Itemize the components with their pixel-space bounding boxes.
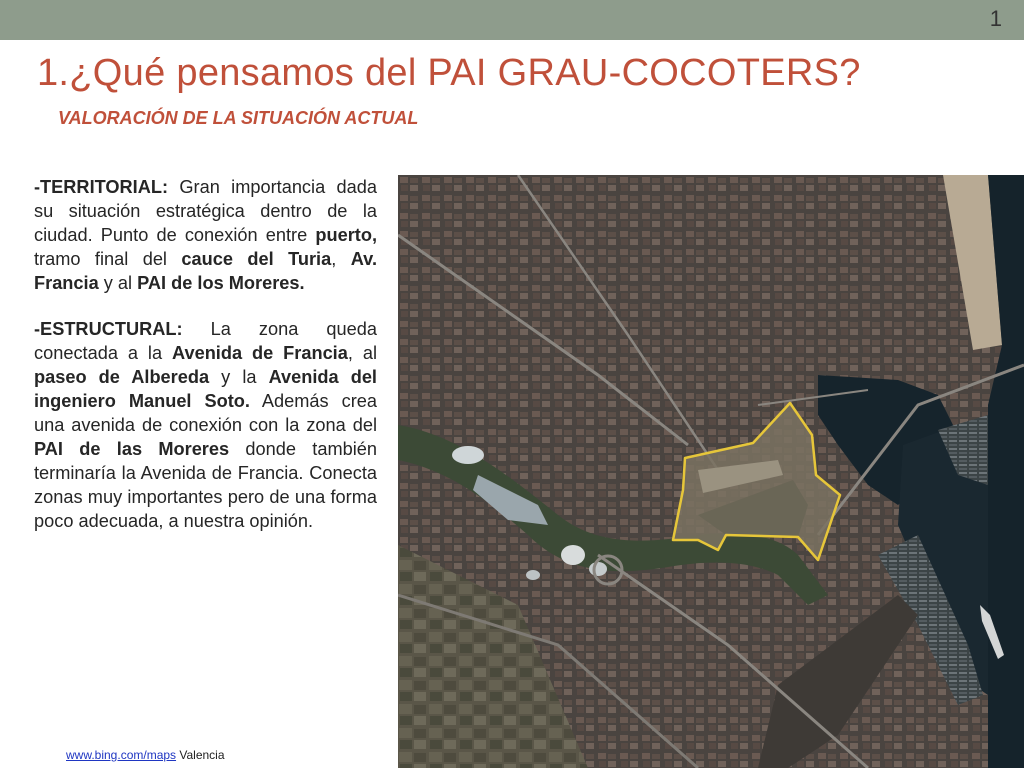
source-caption: www.bing.com/maps Valencia xyxy=(66,748,225,762)
slide-number: 1 xyxy=(989,6,1002,31)
top-bar xyxy=(0,0,1024,40)
slide-subtitle: VALORACIÓN DE LA SITUACIÓN ACTUAL xyxy=(58,108,419,128)
arts-building-3 xyxy=(561,545,585,565)
arts-building-4 xyxy=(589,562,607,576)
arts-building-5 xyxy=(526,570,540,580)
territorial-paragraph: -TERRITORIAL: Gran importancia dada su situación estratégica dentro de la ciudad. Punto de conexión entre puerto, tramo final del cauce del Turia, Av. Francia y al PAI de los Moreres. xyxy=(34,177,377,293)
arts-building-1 xyxy=(452,446,484,464)
estructural-paragraph: -ESTRUCTURAL: La zona queda conectada a la Avenida de Francia, al paseo de Albereda y la Avenida del ingeniero Manuel Soto. Además crea una avenida de conexión con la zona del PAI de las Moreres donde también terminaría la Avenida de Francia. Conecta zonas muy importantes pero de una forma poco adecuada, a nuestra opinión. xyxy=(34,319,377,531)
estructural-label: -ESTRUCTURAL: xyxy=(34,319,183,339)
satellite-map xyxy=(398,175,1024,768)
slide-title: 1.¿Qué pensamos del PAI GRAU-COCOTERS? xyxy=(37,52,861,94)
territorial-label: -TERRITORIAL: xyxy=(34,177,169,197)
source-link[interactable]: www.bing.com/maps xyxy=(66,748,177,762)
body-text xyxy=(34,175,377,555)
